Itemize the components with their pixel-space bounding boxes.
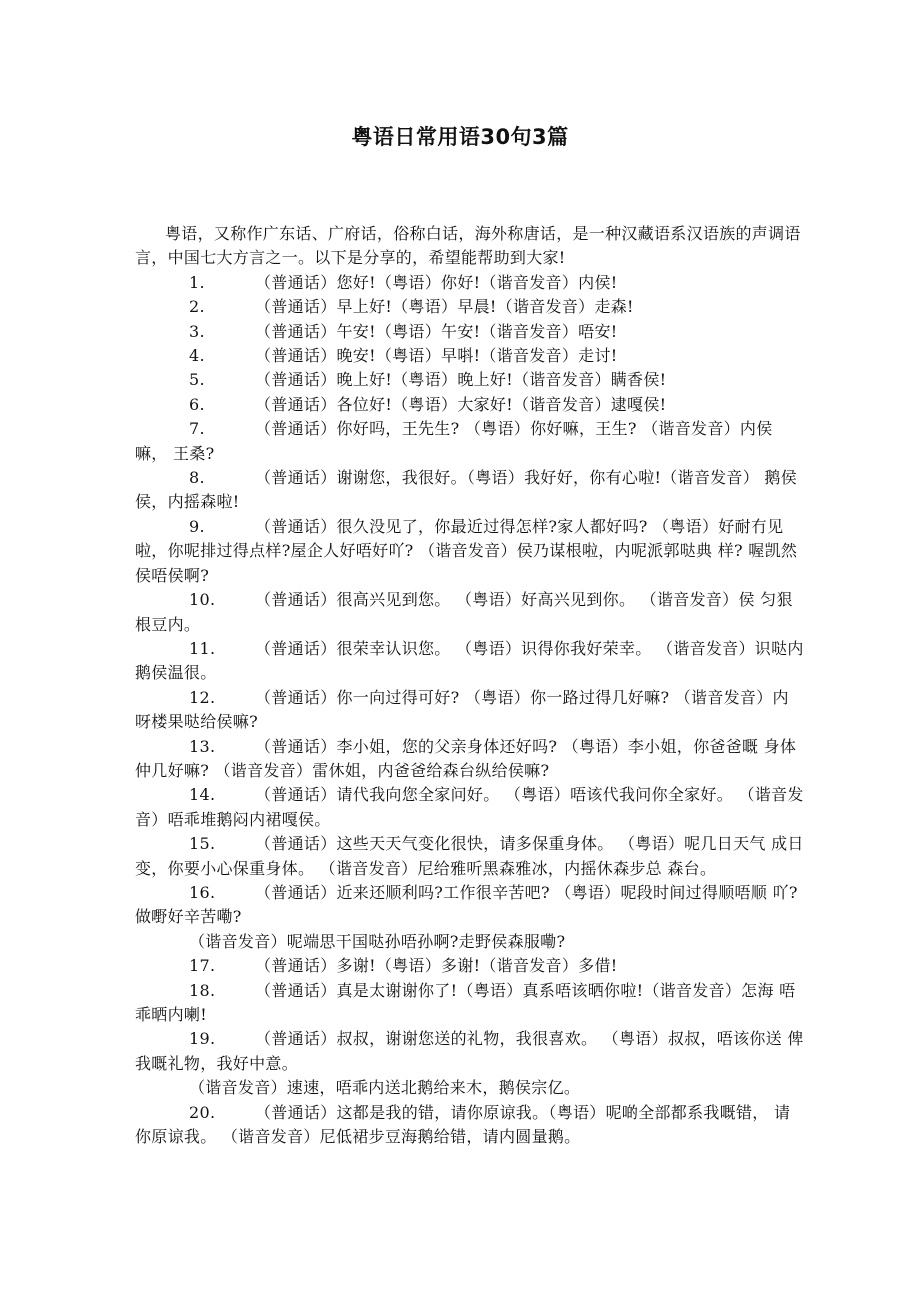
- item-text: （普通话）近来还顺利吗?工作很辛苦吧? （粤语）呢段时间过得顺唔顺 吖?做嘢好辛苦嘞?: [135, 882, 798, 927]
- list-item: [135, 271, 805, 295]
- list-item: [135, 735, 805, 784]
- item-number: 10.: [189, 590, 216, 610]
- intro-paragraph: 粤语，又称作广东话、广府话，俗称白话，海外称唐话，是一种汉藏语系汉语族的声调语言，中国七大方言之一。以下是分享的，希望能帮助到大家!: [135, 224, 801, 268]
- list-item: [135, 637, 805, 686]
- list-item: [135, 954, 805, 978]
- list-item: [135, 588, 805, 637]
- item-number: 16.: [189, 882, 216, 902]
- item-text: （普通话）很久没见了，你最近过得怎样?家人都好吗? （粤语）好耐冇见 啦，你呢排过得点样?屋企人好唔好吖? （谐音发音）侯乃谋根啦，内呢派郭哒典 样? 喔凯然侯唔侯啊?: [135, 516, 798, 585]
- item-text: （普通话）谢谢您，我很好。（粤语）我好好，你有心啦!（谐音发音） 鹅侯侯，内摇森啦!: [135, 468, 798, 512]
- item-number: 9.: [189, 516, 205, 536]
- list-item: [135, 344, 805, 368]
- item-number: 14.: [189, 785, 216, 805]
- item-text: （普通话）真是太谢谢你了!（粤语）真系唔该晒你啦!（谐音发音）怎海 唔乖晒内喇!: [135, 980, 796, 1024]
- item-text: （普通话）这都是我的错，请你原谅我。（粤语）呢啲全部都系我嘅错， 请你原谅我。 （谐音发音）尼低裙步豆海鹅给错，请内圆量鹅。: [135, 1102, 791, 1147]
- item-number: 6.: [189, 394, 205, 414]
- item-number: 12.: [189, 687, 216, 707]
- item-text: （普通话）多谢!（粤语）多谢!（谐音发音）多借!: [255, 956, 618, 976]
- item-number: 5.: [189, 370, 205, 390]
- list-item: [135, 466, 805, 515]
- item-text: （普通话）晚上好!（粤语）晚上好!（谐音发音）瞒香侯!: [255, 370, 667, 390]
- item-number: 13.: [189, 736, 216, 756]
- item-text: （普通话）您好!（粤语）你好!（谐音发音）内侯!: [255, 272, 618, 292]
- item-text: （普通话）早上好!（粤语）早晨!（谐音发音）走森!: [255, 297, 634, 317]
- item-number: 15.: [189, 834, 216, 854]
- document-body: [135, 222, 805, 1149]
- item-number: 2.: [189, 297, 205, 317]
- item-number: 1.: [189, 272, 205, 292]
- list-item: [135, 686, 805, 735]
- item-number: 18.: [189, 980, 216, 1000]
- item-text: （普通话）很高兴见到您。 （粤语）好高兴见到你。 （谐音发音）侯 匀狠根豆内。: [135, 590, 793, 634]
- list-item: [135, 979, 805, 1028]
- item-number: 17.: [189, 956, 216, 976]
- item-text: （普通话）请代我向您全家问好。 （粤语）唔该代我问你全家好。 （谐音发音）唔乖堆鹅闷内裙嘎侯。: [135, 785, 804, 829]
- list-item: [135, 783, 805, 832]
- list-item-continuation: （谐音发音）速速，唔乖内送北鹅给来木，鹅侯宗亿。: [189, 1078, 581, 1098]
- item-text: （普通话）午安!（粤语）午安!（谐音发音）唔安!: [255, 321, 618, 341]
- phrase-list: [135, 1101, 805, 1150]
- phrase-list: [135, 954, 805, 1076]
- item-text: （普通话）李小姐，您的父亲身体还好吗? （粤语）李小姐，你爸爸嘅 身体仲几好嘛? （谐音发音）雷休姐，内爸爸给森台纵给侯嘛?: [135, 736, 797, 780]
- item-number: 19.: [189, 1029, 216, 1049]
- phrase-list: [135, 271, 805, 930]
- item-text: （普通话）叔叔，谢谢您送的礼物，我很喜欢。 （粤语）叔叔，唔该你送 俾我嘅礼物，我好中意。: [135, 1029, 804, 1073]
- item-text: （普通话）各位好!（粤语）大家好!（谐音发音）逮嘎侯!: [255, 394, 667, 414]
- list-item: [135, 1101, 805, 1150]
- item-text: （普通话）很荣幸认识您。 （粤语）识得你我好荣幸。 （谐音发音）识哒内鹅侯温很。: [135, 638, 804, 683]
- item-number: 7.: [189, 419, 205, 439]
- list-item: [135, 1027, 805, 1076]
- list-item: [135, 417, 805, 466]
- item-number: 8.: [189, 468, 205, 488]
- list-item: [135, 368, 805, 392]
- item-number: 3.: [189, 321, 205, 341]
- list-item: [135, 393, 805, 417]
- item-text: （普通话）晚安!（粤语）早唞!（谐音发音）走讨!: [255, 346, 618, 366]
- item-number: 11.: [189, 638, 216, 658]
- item-text: （普通话）这些天天气变化很快，请多保重身体。 （粤语）呢几日天气 成日变，你要小心保重身体。 （谐音发音）尼给雅听黑森雅冰，内摇休森步总 森台。: [135, 834, 804, 878]
- page-title: 粤语日常用语30句3篇: [351, 125, 569, 149]
- list-item-continuation: （谐音发音）呢端思干国哒孙唔孙啊?走野侯森服嘞?: [189, 931, 566, 951]
- list-item: [135, 295, 805, 319]
- item-text: （普通话）你一向过得可好? （粤语）你一路过得几好嘛? （谐音发音）内呀楼果哒给侯嘛?: [135, 687, 789, 732]
- list-item: [135, 320, 805, 344]
- list-item: [135, 515, 805, 588]
- list-item: [135, 881, 805, 930]
- item-number: 20.: [189, 1102, 216, 1122]
- list-item: [135, 832, 805, 881]
- item-number: 4.: [189, 346, 205, 366]
- item-text: （普通话）你好吗，王先生? （粤语）你好嘛，王生? （谐音发音）内侯嘛， 王桑?: [135, 419, 773, 463]
